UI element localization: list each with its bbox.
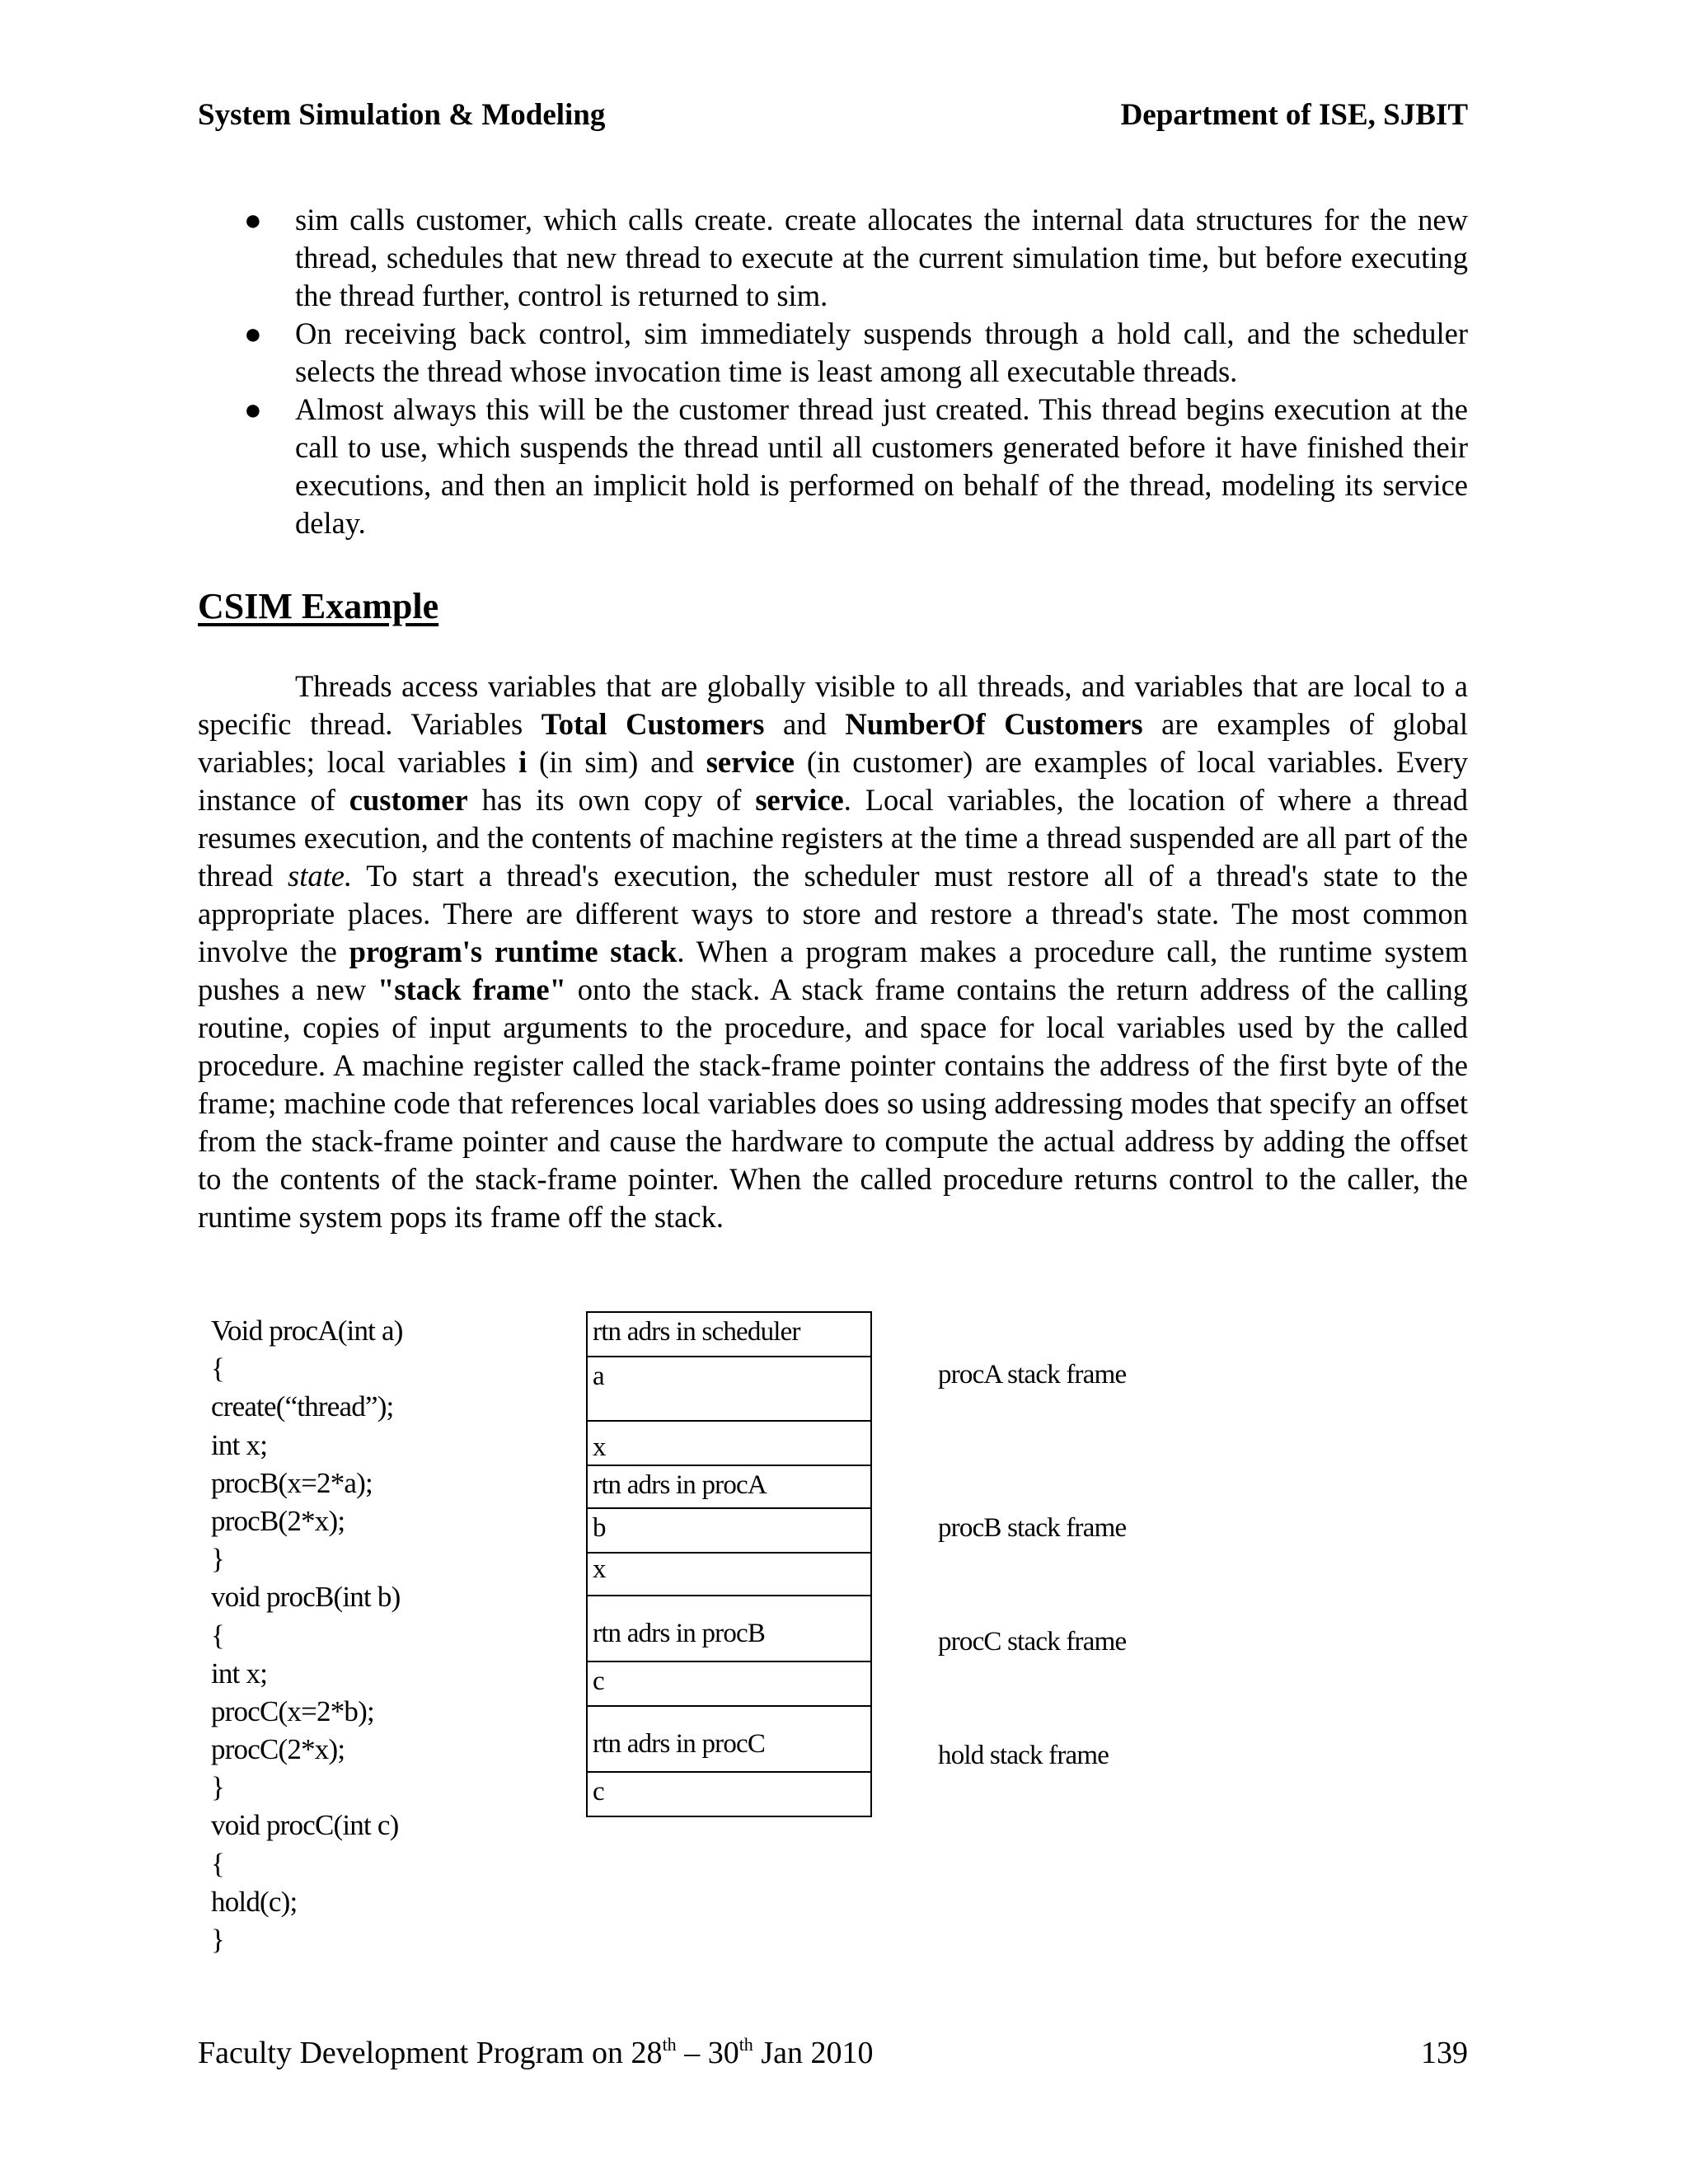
code-line: int x; [211,1657,268,1690]
code-line: procB(x=2*a); [211,1466,373,1499]
bullet-text: sim calls customer, which calls create. create allocates the internal data structures for the new thread, schedules that new thread to execute at the current simulation time, but before executing the thread further, control is returned to sim. [295,203,1468,312]
code-line: procC(2*x); [211,1733,345,1766]
frame-label: procB stack frame [938,1513,1127,1543]
footer-run: Jan 2010 [753,2036,874,2070]
text-run: are examples of global variables; local variables [198,707,1469,779]
bullet-text: Almost always this will be the customer thread just created. This thread begins execution at the call to use, which suspends the thread until all customers generated before it have finished their executions, and then an implicit hold is performed on behalf of the thread, modeling its service delay. [295,392,1468,540]
code-line: { [211,1619,224,1652]
bullet-text: On receiving back control, sim immediately suspends through a hold call, and the scheduler selects the thread whose invocation time is least among all executable threads. [295,316,1468,388]
italic-term: state. [288,859,353,893]
stack-cell: x [588,1554,870,1596]
code-line: { [211,1352,224,1385]
running-header-title: System Simulation & Modeling [198,98,606,132]
code-line: } [211,1771,224,1804]
stack-cell: x [588,1422,870,1466]
code-line: create(“thread”); [211,1390,394,1423]
bullet-icon: ● [244,204,262,237]
stack-cell: a [588,1357,870,1422]
bullet-list [198,201,1468,542]
stack-cell: rtn adrs in procA [588,1466,870,1509]
code-line: int x; [211,1428,268,1461]
bold-term: service [755,783,844,817]
text-run: has its own copy of [467,783,756,817]
bold-term: Total Customers [541,707,765,741]
text-run: . When a program makes a procedure call, the runtime system pushes a new [198,935,1468,1006]
code-line: { [211,1847,224,1880]
code-line: } [211,1543,224,1576]
footer-run: Faculty Development Program on 28 [198,2036,663,2070]
frame-label: procC stack frame [938,1627,1127,1657]
running-header-department: Department of ISE, SJBIT [1120,98,1468,132]
bullet-item [198,391,1468,542]
text-run: To start a thread's execution, the scheduler must restore all of a thread's state to the appropriate places. There are different ways to store and restore a thread's state. The most common involve the [198,859,1468,968]
bold-term: customer [349,783,468,817]
footer-text [198,2034,873,2072]
code-line: void procC(int c) [211,1809,399,1842]
text-run: Threads access variables that are globally visible to all threads, and variables that are local to a specific thread. Variables [198,669,1468,741]
bold-term: i [518,745,528,779]
text-run: onto the stack. A stack frame contains the return address of the calling routine, copies of input arguments to the procedure, and space for local variables used by the called procedure. A machine register called the stack-frame pointer contains the address of the first byte of the frame; machine code that references local variables does so using addressing modes that specify an offset from the stack-frame pointer and cause the hardware to compute the actual address by adding the offset to the contents of the stack-frame pointer. When the called procedure returns control to the caller, the runtime system pops its frame off the stack. [198,972,1468,1234]
text-run: (in sim) and [527,745,706,779]
footer-superscript: th [662,2034,677,2055]
stack-cell: rtn adrs in scheduler [588,1313,870,1357]
stack-diagram [586,1311,872,1817]
text-run: . Local variables, the location of where a thread resumes execution, and the contents of machine registers at the time a thread suspended are all part of the thread [198,783,1468,893]
code-listing [211,1312,403,1959]
bullet-item [198,315,1468,391]
stack-cell: rtn adrs in procB [588,1596,870,1662]
code-line: void procB(int b) [211,1581,401,1614]
stack-cell: rtn adrs in procC [588,1707,870,1773]
section-heading: CSIM Example [198,586,439,626]
code-line: procB(2*x); [211,1504,345,1537]
bullet-icon: ● [244,393,262,426]
body-paragraph [198,668,1468,1236]
footer-run: – 30 [676,2036,739,2070]
code-line: hold(c); [211,1885,298,1918]
frame-label: hold stack frame [938,1741,1109,1770]
footer-superscript: th [738,2034,753,2055]
bold-term: service [706,745,795,779]
bullet-item [198,201,1468,315]
code-line: } [211,1924,224,1956]
bold-term: program's runtime stack [349,935,678,968]
code-line: procC(x=2*b); [211,1694,374,1727]
text-run: (in customer) are examples of local variables. Every instance of [198,745,1468,817]
bullet-icon: ● [244,317,262,350]
stack-cell: c [588,1662,870,1707]
page-number: 139 [1421,2036,1468,2070]
frame-label: procA stack frame [938,1360,1127,1390]
stack-cell: c [593,1777,604,1807]
stack-cell: b [588,1509,870,1554]
code-line: Void procA(int a) [211,1315,403,1347]
bold-term: "stack frame" [377,972,566,1006]
bold-term: NumberOf Customers [845,707,1143,741]
text-run: and [764,707,846,741]
